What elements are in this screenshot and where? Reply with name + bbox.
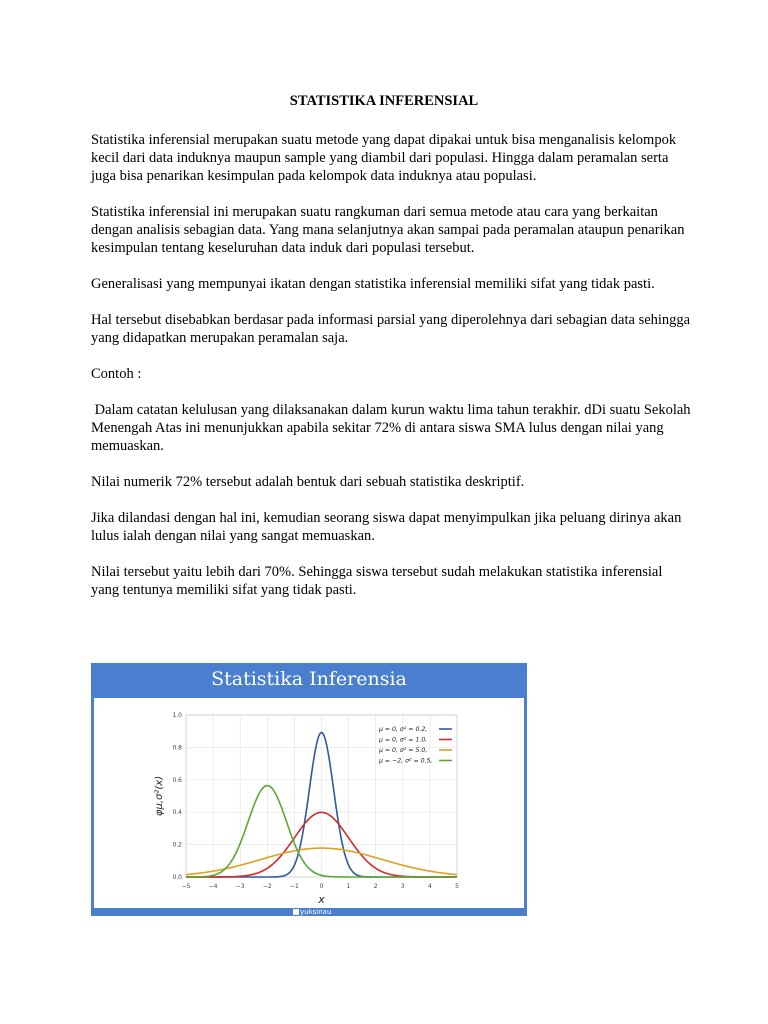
x-tick-label: −2 xyxy=(262,883,272,890)
figure-banner-title: Statistika Inferensia xyxy=(211,668,407,690)
legend-label: μ = 0, σ² = 5.0, xyxy=(379,747,428,754)
paragraph: Hal tersebut disebabkan berdasar pada informasi parsial yang diperolehnya dari sebagian data sehingga yang didapatkan merupakan peramalan saja. xyxy=(91,312,691,346)
y-tick-label: 0.2 xyxy=(172,841,182,849)
document-body xyxy=(91,131,695,617)
x-tick-label: 1 xyxy=(346,883,351,890)
normal-distribution-chart xyxy=(94,698,524,908)
x-tick-label: 2 xyxy=(373,883,378,890)
y-tick-label: 0.4 xyxy=(172,809,182,817)
paragraph: Dalam catatan kelulusan yang dilaksanakan dalam kurun waktu lima tahun terakhir. dDi suatu Sekolah Menengah Atas ini menunjukkan apabila sekitar 72% di antara siswa SMA lulus dengan nilai yang memuaskan. xyxy=(91,402,695,454)
document-title: STATISTIKA INFERENSIAL xyxy=(289,93,479,109)
x-tick-label: 0 xyxy=(319,883,324,890)
x-tick-label: 5 xyxy=(455,883,459,890)
y-tick-label: 1.0 xyxy=(172,712,182,719)
legend-label: μ = 0, σ² = 0.2, xyxy=(379,726,428,733)
paragraph: Jika dilandasi dengan hal ini, kemudian seorang siswa dapat menyimpulkan jika peluang dirinya akan lulus ialah dengan nilai yang sangat memuaskan. xyxy=(91,510,682,544)
x-tick-label: −5 xyxy=(181,883,191,890)
paragraph: Nilai tersebut yaitu lebih dari 70%. Sehingga siswa tersebut sudah melakukan statistika inferensial yang tentunya memiliki sifat yang tidak pasti. xyxy=(91,564,663,598)
chart-figure xyxy=(91,663,527,916)
watermark-text: yuksinau xyxy=(300,908,332,916)
x-tick-label: −1 xyxy=(289,883,299,890)
paragraph: Statistika inferensial merupakan suatu metode yang dapat dipakai untuk bisa menganalisis kelompok kecil dari data induknya maupun sample yang diambil dari populasi. Hingga dalam peramalan serta juga bisa penarikan kesimpulan pada kelompok data induknya atau populasi. xyxy=(91,132,677,184)
x-tick-label: −3 xyxy=(235,883,245,890)
chart-panel xyxy=(94,698,524,908)
x-axis-label: x xyxy=(318,893,325,906)
watermark xyxy=(293,908,331,916)
y-tick-label: 0.0 xyxy=(172,874,182,881)
paragraph: Statistika inferensial ini merupakan suatu rangkuman dari semua metode atau cara yang berkaitan dengan analisis sebagian data. Yang mana selanjutnya akan sampai pada peramalan ataupun penarikan kesimpulan tentang keseluruhan data induk dari populasi tersebut. xyxy=(91,204,685,256)
paragraph: Nilai numerik 72% tersebut adalah bentuk dari sebuah statistika deskriptif. xyxy=(91,474,525,490)
y-tick-label: 0.6 xyxy=(172,776,182,784)
paragraph: Contoh : xyxy=(91,366,142,382)
watermark-logo-icon xyxy=(293,909,299,915)
legend-label: μ = −2, σ² = 0.5, xyxy=(379,757,433,765)
y-axis-label: φμ,σ²(x) xyxy=(154,775,165,817)
x-tick-label: 4 xyxy=(427,883,432,890)
y-tick-label: 0.8 xyxy=(172,744,182,752)
legend-label: μ = 0, σ² = 1.0, xyxy=(379,736,428,744)
paragraph: Generalisasi yang mempunyai ikatan dengan statistika inferensial memiliki sifat yang tidak pasti. xyxy=(91,276,655,292)
x-tick-label: 3 xyxy=(400,883,405,890)
x-tick-label: −4 xyxy=(208,883,218,890)
